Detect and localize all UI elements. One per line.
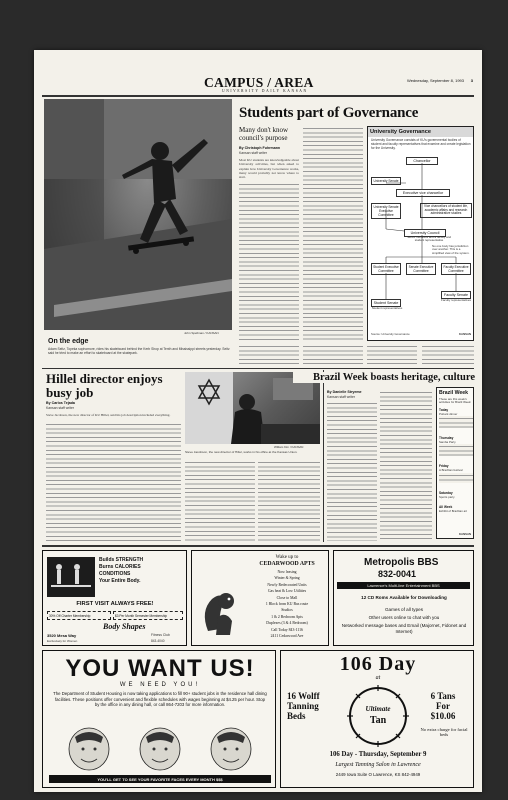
- fitness-banner: FIRST VISIT ALWAYS FREE!: [76, 601, 154, 607]
- chart-credit: KANSAN: [459, 332, 471, 336]
- node-faculty-senate-sub: Faculty representatives: [441, 298, 471, 302]
- hillel-byline-role: Kansan staff writer: [46, 406, 75, 410]
- hillel-byline: By Carlos Tejada: [46, 401, 75, 405]
- list-item: All Week Exhibit of Brazilian art: [439, 504, 467, 513]
- tanning-date: 106 Day - Thursday, September 9: [329, 751, 427, 758]
- page-number: 3: [470, 78, 473, 83]
- fitness-line4: Your Entire Body.: [99, 578, 141, 584]
- governance-body-col3: [367, 344, 417, 366]
- money-portraits: [53, 727, 267, 773]
- governance-chart: [367, 126, 474, 341]
- metropolis-body1: 12 CD Roms Available for Downloading: [361, 595, 447, 600]
- brazil-sidebar-title: Brazil Week: [439, 390, 469, 396]
- tanning-facial-note: No extra charge for facial beds: [420, 727, 468, 738]
- list-item: Friday A Brazilian festival: [439, 464, 473, 482]
- node-council: University Council: [404, 229, 446, 237]
- brazil-sidebar-credit: KANSAN: [459, 531, 471, 536]
- want-strip: YOU'LL GET TO SEE YOUR FAVORITE FACES EVERY MONTH $$$: [49, 775, 271, 783]
- fitness-exclusive: Exclusively for Women: [47, 639, 78, 643]
- skateboard-photo: [44, 99, 232, 330]
- student-housing-ad: [42, 650, 276, 788]
- cedarwood-line1: Wake up to: [275, 555, 299, 560]
- masthead: [42, 72, 474, 94]
- metropolis-ad: [333, 550, 474, 646]
- want-sub: WE NEED YOU!: [119, 682, 201, 688]
- node-senate-exec: Senate Executive Committee: [406, 263, 436, 275]
- node-student-senate: Student Senate: [371, 299, 401, 307]
- governance-body-col2b: [303, 344, 363, 366]
- fitness-line1: Builds STRENGTH: [99, 557, 144, 563]
- fitness-brand-logo: Body Shapes: [103, 622, 146, 631]
- fitness-address: 3520 Mesa Way: [47, 633, 77, 638]
- list-item: Saturday Sports party: [439, 490, 455, 499]
- fitness-figures: [47, 557, 95, 597]
- hillel-lead: Steve Jacobson, the new director of KU Hillel, said his job description included everything.: [46, 413, 171, 417]
- governance-byline: By Christoph Fuhrmann: [239, 146, 281, 150]
- want-headline: YOU WANT US!: [65, 655, 255, 682]
- metropolis-tag: Lawrence's Multi-line Entertainment BBS: [337, 582, 470, 589]
- node-faculty-senate: Faculty Senate: [441, 291, 471, 299]
- metropolis-body4: Networked message bases and Email (Majornet, Fidonet and Internet): [341, 623, 467, 634]
- tanning-ad: [280, 650, 474, 788]
- governance-byline-role: Kansan staff writer: [239, 151, 268, 155]
- tanning-salon: Largest Tanning Salon in Lawrence: [335, 762, 421, 768]
- governance-body-col2: [303, 126, 363, 342]
- tanning-headline: 106 Day: [339, 653, 417, 675]
- brazil-sidebar: [436, 387, 474, 539]
- metropolis-body3: Other users online to chat with you: [368, 615, 440, 620]
- logo-text-1: Ultimate: [365, 705, 391, 713]
- chart-intro: University Governance consists of KU's governmental bodies of student and faculty representatives that examine and create legislation for the University.: [371, 138, 471, 150]
- section-title: CAMPUS / AREA: [204, 75, 314, 90]
- tanning-address: 2449 Iowa Suite O Lawrence, KS 842-4949: [335, 772, 421, 777]
- skateboard-photo-credit: John Spellman / KANSAN: [184, 331, 219, 335]
- governance-deck: Many don't know council's purpose: [239, 126, 289, 142]
- cedarwood-details: Now leasing Winter & Spring Newly Redecorated Units Gas heat & Low Utilities Close to Mall 1 Block from KU Bus route Studios 1 & 2 Bedroom Apts Duplexes (3 & 4 Bedroom) Call Today 843-1116 2411 Cedarwood Ave: [265, 570, 309, 639]
- governance-body-col4: [422, 344, 474, 366]
- metropolis-phone: 832-0041: [378, 569, 417, 579]
- brazil-sidebar-intro: These are this week's activities for Brazil Week:: [439, 397, 472, 405]
- node-student-senate-sub: Student representatives: [371, 306, 403, 310]
- governance-body-col1: [239, 182, 299, 342]
- node-vice-chancellors: Vice chancellors of student life, academic affairs and research administrative studies: [420, 203, 472, 218]
- governance-headline: Students part of Governance: [239, 105, 419, 121]
- fitness-coupon2[interactable]: $3 Per Month Semester Membership: [113, 611, 183, 620]
- logo-text-2: Tan: [369, 715, 387, 726]
- node-univ-senate: University Senate: [371, 177, 401, 185]
- fitness-coupon1[interactable]: 30% Off Charter Membership: [47, 611, 111, 620]
- hillel-headline: Hillel director enjoys busy job: [46, 371, 163, 400]
- chart-title: University Governance: [368, 127, 473, 137]
- hillel-body-col1: [46, 422, 181, 542]
- brazil-sidebar-list: [439, 408, 473, 513]
- hillel-body-col3: [258, 460, 320, 542]
- photo-caption: Adam Seitz, Topeka sophomore, rides his skateboard behind the Kerb Shop at Tenth and Mississippi streets yesterday. Seitz said he tried to make an effort to skateboard at the skatepark.: [48, 347, 230, 356]
- brazil-byline-role: Kansan staff writer: [327, 395, 356, 399]
- list-item: Today Potluck dinner: [439, 408, 473, 428]
- node-faculty-exec: Faculty Executive Committee: [441, 263, 471, 275]
- page-date: Wednesday, September 8, 1993: [407, 78, 464, 83]
- brazil-byline: By Danielle Stryeme: [327, 390, 362, 394]
- tanning-at: at: [375, 675, 381, 681]
- governance-lead: Most KU students are knowledgeable about University activities, but when asked to explain how University Governance works, many would probably not know where to start.: [239, 158, 299, 180]
- tanning-left: 16 Wolff Tanning Beds: [287, 691, 320, 721]
- node-student-exec: Student Executive Committee: [371, 263, 401, 275]
- metropolis-name: Metropolis BBS: [364, 557, 439, 568]
- node-chancellor: Chancellor: [406, 157, 438, 165]
- fitness-phone: 843-4040: [151, 639, 165, 643]
- newspaper-page: [34, 50, 482, 792]
- list-item: Thursday Samba Party: [439, 436, 473, 456]
- tanning-right: 6 Tans For $10.06: [430, 691, 456, 721]
- node-council-sub: Senex members and a faculty and student representative: [407, 235, 451, 243]
- fitness-ad: [42, 550, 187, 646]
- ultimate-tan-logo: [345, 685, 411, 747]
- fitness-line2: Burns CALORIES: [99, 564, 141, 570]
- node-exec-vice: Executive vice chancellor: [396, 189, 450, 197]
- chart-source: Source: University Governance: [371, 332, 410, 336]
- photo-heading: On the edge: [48, 338, 89, 345]
- fitness-center: Fitness Club: [151, 633, 170, 637]
- brazil-headline: Brazil Week boasts heritage, culture: [293, 372, 475, 383]
- cedarwood-line2: CEDARWOOD APTS: [259, 561, 315, 567]
- fitness-line3: CONDITIONS: [99, 571, 131, 577]
- node-senex: University Senate Executive Committee: [371, 203, 401, 219]
- governance-body-col1b: [239, 344, 299, 366]
- want-body: The Department of Student Housing is now taking applications to fill 90+ student jobs in the residence hall dining facilities. These positions offer convenient and flexible schedules with wages beginning at $4.25 per hour. Stop by the office in any dining hall, or call 864-7203 for more information.: [53, 691, 267, 708]
- squirrel-illustration: [198, 581, 240, 637]
- cedarwood-ad: [191, 550, 329, 646]
- hillel-photo-credit: William Kim / KANSAN: [274, 445, 304, 449]
- metropolis-body2: Games of all types: [384, 607, 424, 612]
- hillel-photo-caption: Steve Jacobson, the new director of Hillel, works in his office at the Kansas Union.: [185, 450, 298, 454]
- brazil-body-col1: [327, 401, 377, 541]
- section-subtitle: UNIVERSITY DAILY KANSAN: [222, 89, 308, 93]
- brazil-body-col2: [380, 390, 432, 541]
- chart-note: No one body has jurisdiction over another. This is a simplified view of the system.: [432, 244, 470, 255]
- hillel-body-col2: [185, 460, 255, 542]
